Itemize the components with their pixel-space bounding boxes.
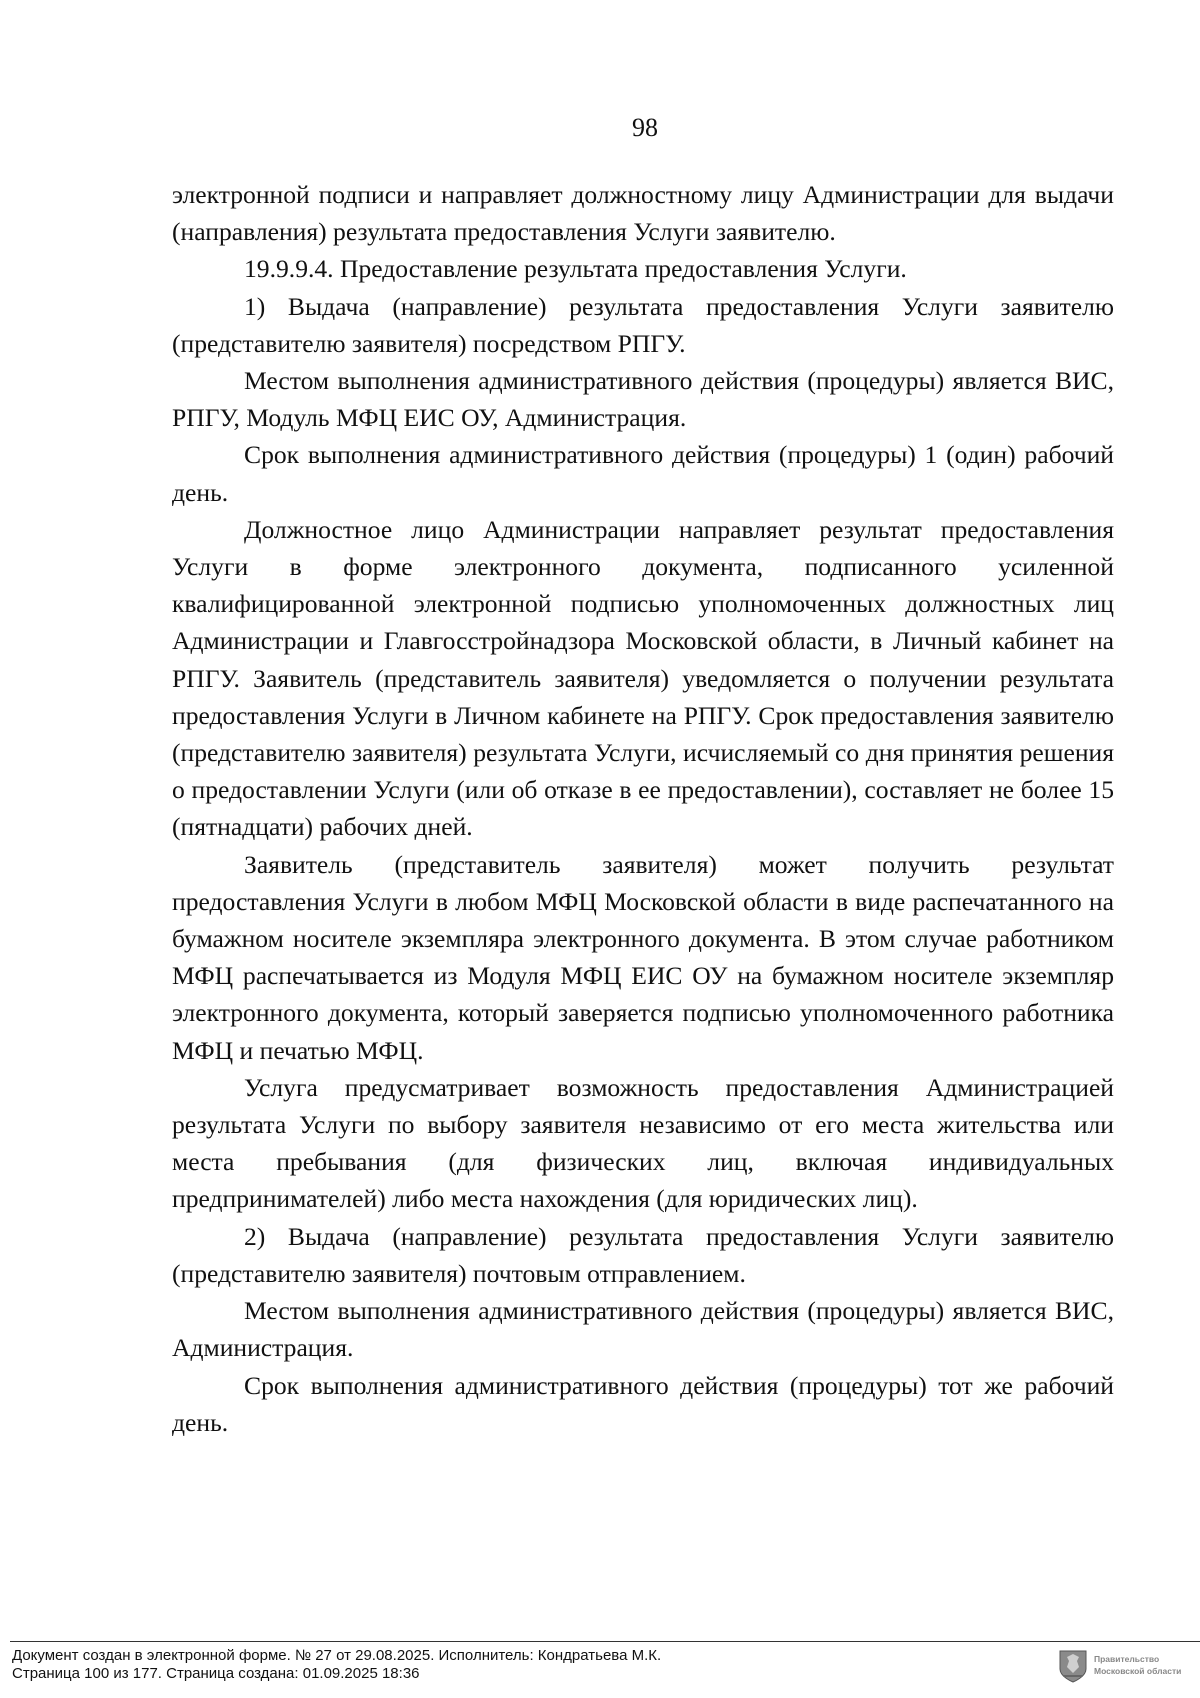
paragraph: 1) Выдача (направление) результата предоставления Услуги заявителю (представителю заявителя) посредством РПГУ. <box>172 291 1114 358</box>
paragraph: Заявитель (представитель заявителя) может получить результат предоставления Услуги в любом МФЦ Московской области в виде распечатанного на бумажном носителе экземпляра электронного документа. В этом случае работником МФЦ распечатывается из Модуля МФЦ ЕИС ОУ на бумажном носителе экземпляр электронного документа, который заверяется подписью уполномоченного работника МФЦ и печатью МФЦ. <box>172 849 1114 1065</box>
logo-line-1: Правительство <box>1094 1654 1160 1664</box>
paragraph: Местом выполнения административного действия (процедуры) является ВИС, Администрация. <box>172 1296 1114 1363</box>
page-number: 98 <box>632 113 658 142</box>
paragraph: Срок выполнения административного действия (процедуры) 1 (один) рабочий день. <box>172 440 1114 507</box>
section-heading: 19.9.9.4. Предоставление результата предоставления Услуги. <box>244 254 907 284</box>
document-body <box>172 176 1114 1441</box>
footer-divider <box>10 1641 1200 1642</box>
paragraph: Услуга предусматривает возможность предоставления Администрацией результата Услуги по выбору заявителя независимо от его места жительства или места пребывания (для физических лиц, включая индивидуальных предпринимателей) либо места нахождения (для юридических лиц). <box>172 1072 1114 1214</box>
paragraph: электронной подписи и направляет должностному лицу Администрации для выдачи (направления) результата предоставления Услуги заявителю. <box>172 180 1114 247</box>
paragraph: Срок выполнения административного действия (процедуры) тот же рабочий день. <box>172 1370 1114 1437</box>
footer-document-info: Документ создан в электронной форме. № 27 от 29.08.2025. Исполнитель: Кондратьева М.К. <box>12 1647 662 1664</box>
paragraph: 2) Выдача (направление) результата предоставления Услуги заявителю (представителю заявителя) почтовым отправлением. <box>172 1221 1114 1288</box>
government-logo <box>1058 1645 1200 1689</box>
document-footer <box>12 1647 661 1683</box>
moscow-region-emblem-icon <box>1058 1649 1088 1683</box>
logo-caption <box>1094 1653 1181 1677</box>
paragraph: Должностное лицо Администрации направляет результат предоставления Услуги в форме электронного документа, подписанного усиленной квалифицированной электронной подписью уполномоченных должностных лиц Администрации и Главгосстройнадзора Московской области, в Личный кабинет на РПГУ. Заявитель (представитель заявителя) уведомляется о получении результата предоставления Услуги в Личном кабинете на РПГУ. Срок предоставления заявителю (представителю заявителя) результата Услуги, исчисляемый со дня принятия решения о предоставлении Услуги (или об отказе в ее предоставлении), составляет не более 15 (пятнадцати) рабочих дней. <box>172 514 1114 842</box>
footer-page-info: Страница 100 из 177. Страница создана: 01.09.2025 18:36 <box>12 1665 420 1682</box>
logo-line-2: Московской области <box>1094 1666 1182 1676</box>
paragraph: Местом выполнения административного действия (процедуры) является ВИС, РПГУ, Модуль МФЦ ЕИС ОУ, Администрация. <box>172 366 1114 433</box>
